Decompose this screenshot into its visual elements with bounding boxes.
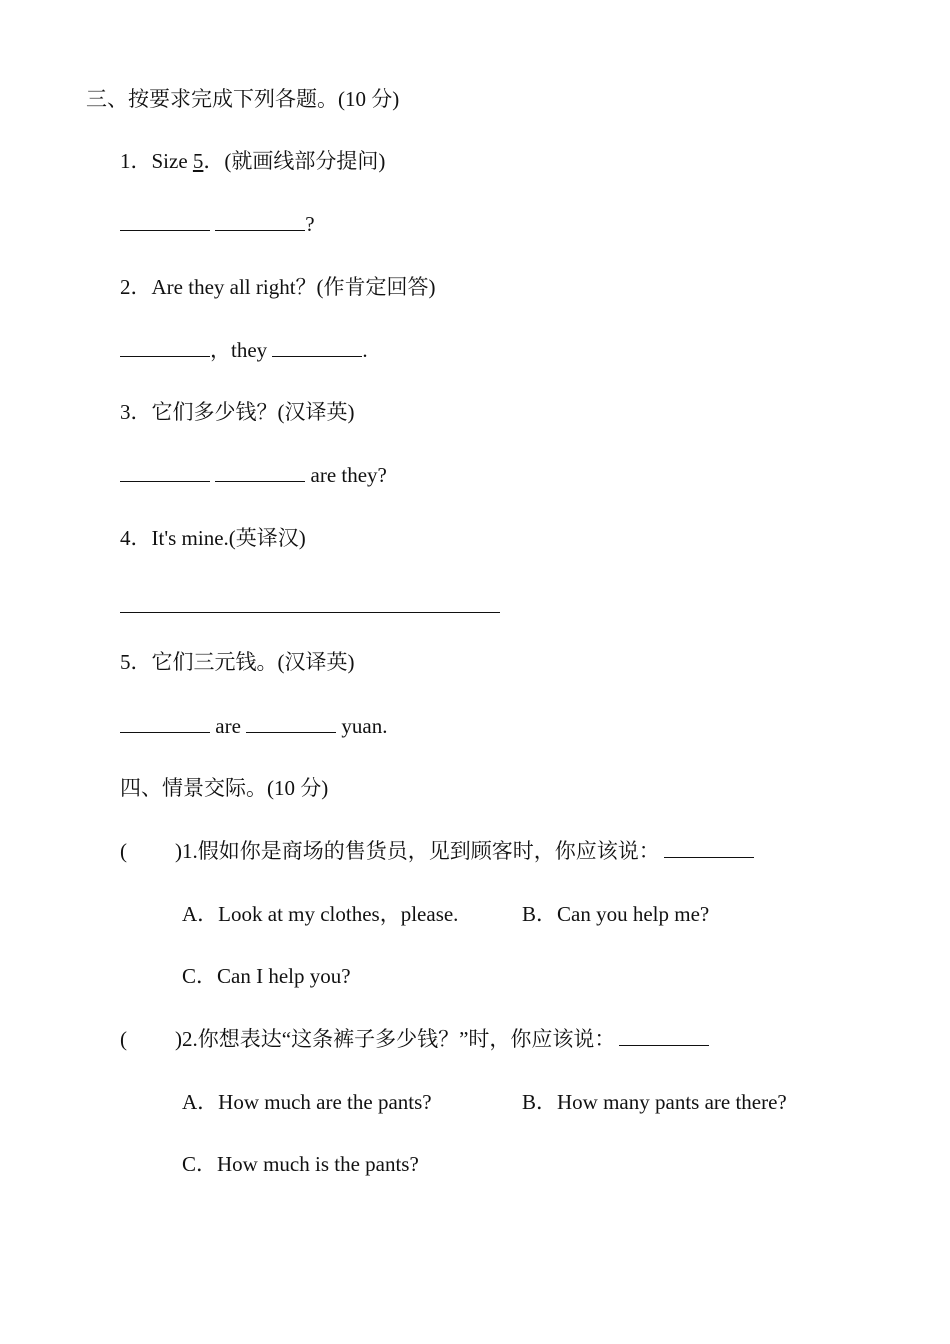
- answer-3-end: are they?: [305, 463, 387, 487]
- answer-5-mid: are: [210, 714, 247, 738]
- section-4-heading: 四、情景交际。(10 分): [120, 776, 329, 800]
- answer-paren-open: (: [120, 839, 127, 863]
- answer-4-blank[interactable]: [120, 612, 500, 613]
- question-4: 4．It's mine.(英译汉): [120, 526, 306, 550]
- answer-2-mid: ，they: [210, 338, 273, 362]
- option-a: A．How much are the pants?: [182, 1090, 432, 1114]
- option-b: B．Can you help me?: [522, 902, 710, 926]
- answer-blank[interactable]: [246, 731, 336, 733]
- question-1-instruction: ．(就画线部分提问): [203, 149, 386, 173]
- answer-blank[interactable]: [619, 1044, 709, 1046]
- answer-2-end: .: [362, 338, 368, 362]
- question-1: [120, 151, 385, 172]
- answer-blank[interactable]: [120, 355, 210, 357]
- dialog-question-2-stem: )2.你想表达“这条裤子多少钱？”时，你应该说：: [175, 1027, 616, 1051]
- question-3: 3．它们多少钱？(汉译英): [120, 400, 355, 424]
- question-1-underlined-word: 5: [192, 149, 204, 173]
- option-c: C．How much is the pants?: [182, 1152, 419, 1176]
- section-3-heading: 三、按要求完成下列各题。(10 分): [86, 87, 400, 111]
- question-5: 5．它们三元钱。(汉译英): [120, 650, 355, 674]
- answer-2: [120, 340, 368, 361]
- answer-blank[interactable]: [215, 229, 305, 231]
- answer-paren-open: (: [120, 1027, 127, 1051]
- answer-1: [120, 214, 315, 235]
- answer-blank[interactable]: [272, 355, 362, 357]
- dialog-question-1: [120, 841, 754, 862]
- option-a: A．Look at my clothes，please.: [182, 902, 459, 926]
- option-c: C．Can I help you?: [182, 964, 351, 988]
- answer-5-end: yuan.: [336, 714, 388, 738]
- answer-blank[interactable]: [120, 229, 210, 231]
- answer-blank[interactable]: [120, 480, 210, 482]
- option-b: B．How many pants are there?: [522, 1090, 787, 1114]
- answer-3: [120, 465, 387, 486]
- dialog-question-1-stem: )1.假如你是商场的售货员，见到顾客时，你应该说：: [175, 839, 660, 863]
- answer-5: [120, 716, 387, 737]
- answer-blank[interactable]: [120, 731, 210, 733]
- answer-1-end: ?: [305, 212, 315, 236]
- dialog-question-2: [120, 1029, 709, 1050]
- question-2: 2．Are they all right？(作肯定回答): [120, 275, 436, 299]
- answer-blank[interactable]: [664, 856, 754, 858]
- question-1-prefix: 1．Size: [120, 149, 193, 173]
- answer-blank[interactable]: [215, 480, 305, 482]
